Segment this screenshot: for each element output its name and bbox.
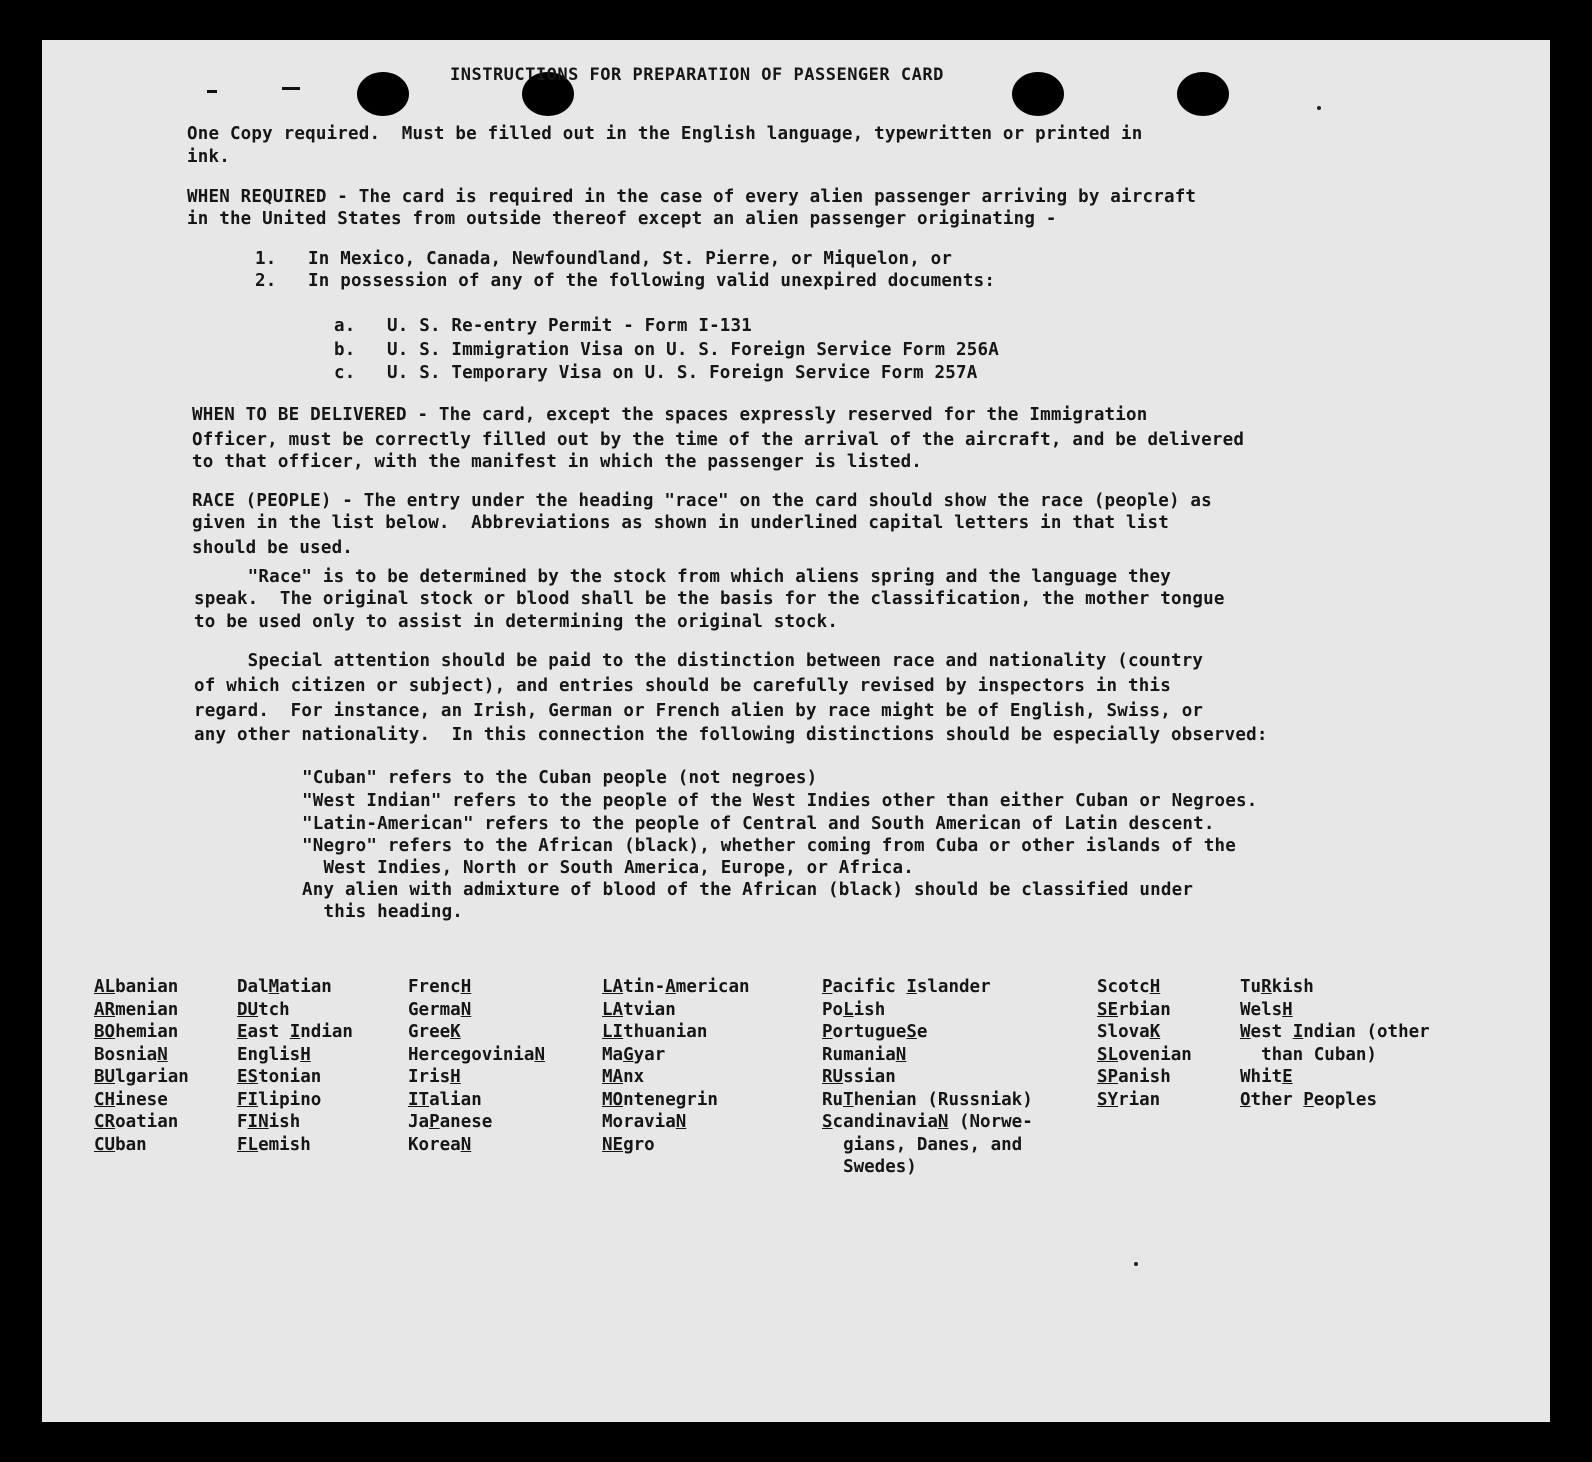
race-list-column	[1240, 976, 1430, 1111]
race-list-column	[822, 976, 1033, 1179]
race-abbreviation: H	[300, 1044, 311, 1065]
race-name-part: ast	[247, 1022, 290, 1042]
race-list-column	[94, 976, 189, 1156]
race-abbreviation: L	[843, 999, 854, 1020]
race-name-part: ndian (other	[1303, 1022, 1430, 1042]
race-abbreviation: N	[895, 1044, 907, 1065]
when-required-line: in the United States from outside thereof except an alien passenger originating -	[187, 209, 1057, 229]
race-name-part: ish	[268, 1112, 301, 1132]
intro-line: ink.	[187, 147, 230, 167]
race-entry	[822, 1021, 1033, 1044]
race-name-part: yar	[633, 1044, 666, 1065]
document-title: INSTRUCTIONS FOR PREPARATION OF PASSENGER CARD	[450, 65, 944, 85]
race-heading-line: given in the list below. Abbreviations as shown in underlined capital letters in that list	[192, 513, 1169, 533]
race-abbreviation: DU	[237, 999, 259, 1020]
race-entry	[1240, 1021, 1430, 1044]
race-abbreviation: R	[1261, 977, 1272, 997]
race-abbreviation: K	[1149, 1022, 1161, 1042]
race-list-column	[1097, 976, 1192, 1111]
intro-line: One Copy required. Must be filled out in the English language, typewritten or printed in	[187, 124, 1143, 144]
race-name-part: ssian	[843, 1067, 896, 1087]
race-entry	[822, 1111, 1033, 1134]
race-entry	[602, 999, 750, 1022]
special-attention-line: any other nationality. In this connection the following distinctions should be especially observed:	[194, 725, 1268, 745]
race-entry	[408, 1021, 545, 1044]
race-entry	[94, 1044, 189, 1067]
race-list-column	[237, 976, 353, 1156]
race-list-column	[408, 976, 545, 1156]
race-entry	[1240, 1066, 1430, 1089]
race-entry	[822, 1089, 1033, 1112]
race-abbreviation: RU	[822, 1067, 844, 1087]
punch-hole	[357, 72, 409, 116]
race-name-part: Swedes)	[822, 1157, 917, 1177]
race-name-part: Moravia	[602, 1112, 676, 1132]
race-name-part: thuanian	[623, 1022, 708, 1042]
race-abbreviation: E	[237, 1022, 248, 1042]
race-entry	[94, 999, 189, 1022]
race-abbreviation: N	[937, 1112, 949, 1132]
race-entry	[602, 1066, 750, 1089]
document-item: U. S. Temporary Visa on U. S. Foreign Service Form 257A	[387, 363, 978, 383]
race-name-part: atian	[279, 977, 332, 997]
race-name-part: lipino	[258, 1089, 322, 1110]
race-entry	[94, 1066, 189, 1089]
race-abbreviation: S	[906, 1022, 917, 1042]
race-entry	[408, 999, 545, 1022]
race-abbreviation: H	[460, 977, 472, 997]
race-name-part: rbian	[1118, 999, 1171, 1020]
race-name-part: Whit	[1240, 1067, 1283, 1087]
race-abbreviation: SY	[1097, 1089, 1119, 1110]
distinction-line: Any alien with admixture of blood of the African (black) should be classified under	[302, 880, 1194, 900]
race-abbreviation: CU	[94, 1134, 116, 1155]
race-abbreviation: P	[429, 1112, 440, 1132]
race-name-part: (Norwe-	[948, 1112, 1033, 1132]
race-abbreviation: W	[1240, 1022, 1251, 1042]
race-abbreviation: SE	[1097, 999, 1119, 1020]
race-entry	[237, 1044, 353, 1067]
race-entry	[822, 1134, 1033, 1157]
race-entry	[822, 1156, 1033, 1179]
race-abbreviation: ES	[237, 1067, 259, 1087]
race-name-part: inese	[115, 1089, 168, 1110]
race-abbreviation: S	[822, 1112, 833, 1132]
race-abbreviation: N	[534, 1044, 545, 1065]
race-name-part: ndian	[300, 1022, 353, 1042]
race-name-part: gro	[623, 1134, 655, 1155]
race-name-part: nx	[623, 1067, 645, 1087]
race-entry	[602, 1021, 750, 1044]
race-abbreviation: LA	[602, 977, 624, 997]
race-abbreviation: T	[843, 1089, 854, 1110]
race-abbreviation: P	[822, 1022, 833, 1042]
race-entry	[1097, 1066, 1192, 1089]
race-abbreviation: G	[623, 1044, 634, 1065]
race-entry	[1097, 976, 1192, 999]
race-name-part: F	[237, 1112, 248, 1132]
race-name-part: Korea	[408, 1134, 461, 1155]
race-name-part: henian (Russniak)	[853, 1089, 1033, 1110]
race-heading-line: should be used.	[192, 538, 354, 558]
race-abbreviation: I	[906, 977, 917, 997]
race-name-part: alian	[429, 1089, 482, 1110]
race-name-part: e	[916, 1022, 928, 1042]
race-entry	[408, 1134, 545, 1157]
document-letter: a.	[334, 316, 356, 336]
condition-number: 2.	[255, 271, 277, 291]
race-abbreviation: IT	[408, 1089, 430, 1110]
race-name-part: Dal	[237, 977, 269, 997]
race-abbreviation: H	[450, 1067, 461, 1087]
condition-text: In possession of any of the following valid unexpired documents:	[308, 271, 996, 291]
race-entry	[408, 976, 545, 999]
race-abbreviation: AR	[94, 999, 116, 1020]
race-entry	[237, 1066, 353, 1089]
condition-text: In Mexico, Canada, Newfoundland, St. Pierre, or Miquelon, or	[308, 249, 953, 269]
special-attention-line: regard. For instance, an Irish, German or French alien by race might be of English, Swiss, or	[194, 701, 1204, 721]
race-entry	[408, 1044, 545, 1067]
race-name-part: anish	[1118, 1067, 1171, 1087]
ink-mark	[207, 90, 217, 93]
race-name-part: tonian	[258, 1067, 322, 1087]
race-entry	[1240, 1044, 1430, 1067]
race-entry	[237, 1021, 353, 1044]
race-definition-line: to be used only to assist in determining the original stock.	[194, 612, 839, 632]
race-abbreviation: FL	[237, 1134, 259, 1155]
race-heading-line: RACE (PEOPLE) - The entry under the heading "race" on the card should show the race (people) as	[192, 491, 1212, 511]
race-abbreviation: IN	[247, 1112, 269, 1132]
ink-mark	[282, 87, 300, 90]
race-name-part: tin-	[623, 977, 666, 997]
race-abbreviation: MA	[602, 1067, 624, 1087]
race-definition-line: "Race" is to be determined by the stock from which aliens spring and the language they	[194, 567, 1171, 587]
race-name-part: Englis	[237, 1044, 301, 1065]
race-name-part: Scotc	[1097, 977, 1150, 997]
distinction-line: "West Indian" refers to the people of the West Indies other than either Cuban or Negroes.	[302, 791, 1258, 811]
race-name-part: Frenc	[408, 977, 461, 997]
race-abbreviation: BU	[94, 1067, 116, 1087]
race-entry	[94, 1134, 189, 1157]
race-name-part: hemian	[115, 1022, 179, 1042]
race-abbreviation: LI	[602, 1022, 624, 1042]
race-name-part: ban	[115, 1134, 147, 1155]
race-name-part: ther	[1250, 1089, 1304, 1110]
race-abbreviation: M	[268, 977, 280, 997]
race-abbreviation: N	[460, 1134, 472, 1155]
race-entry	[822, 999, 1033, 1022]
race-name-part: Rumania	[822, 1044, 896, 1065]
document-letter: b.	[334, 340, 356, 360]
race-name-part: Wels	[1240, 999, 1283, 1020]
race-abbreviation: H	[1282, 999, 1293, 1020]
race-name-part: Tu	[1240, 977, 1262, 997]
race-entry	[602, 1134, 750, 1157]
when-required-line: WHEN REQUIRED - The card is required in the case of every alien passenger arriving by aircraft	[187, 187, 1197, 207]
race-entry	[822, 1044, 1033, 1067]
race-name-part: ortugue	[832, 1022, 907, 1042]
race-abbreviation: K	[450, 1022, 461, 1042]
race-entry	[822, 976, 1033, 999]
race-name-part: tvian	[623, 999, 676, 1020]
race-abbreviation: NE	[602, 1134, 624, 1155]
race-entry	[1240, 999, 1430, 1022]
race-entry	[237, 1089, 353, 1112]
document-page	[42, 40, 1550, 1422]
race-name-part: anese	[439, 1112, 493, 1132]
race-list-column	[602, 976, 750, 1156]
race-name-part: banian	[115, 977, 179, 997]
distinction-line: "Latin-American" refers to the people of Central and South American of Latin descent.	[302, 814, 1215, 834]
race-name-part: menian	[115, 999, 179, 1020]
race-entry	[94, 1021, 189, 1044]
document-item: U. S. Re-entry Permit - Form I-131	[387, 316, 753, 336]
distinction-line: "Negro" refers to the African (black), whether coming from Cuba or other islands of the	[302, 836, 1237, 856]
race-name-part: Ma	[602, 1044, 624, 1065]
special-attention-line: Special attention should be paid to the distinction between race and nationality (country	[194, 651, 1204, 671]
race-abbreviation: I	[289, 1022, 301, 1042]
race-name-part: Germa	[408, 999, 461, 1020]
race-name-part: kish	[1271, 977, 1314, 997]
race-abbreviation: N	[675, 1112, 687, 1132]
condition-number: 1.	[255, 249, 277, 269]
punch-hole	[1177, 72, 1229, 116]
race-entry	[1097, 1021, 1192, 1044]
race-entry	[94, 1111, 189, 1134]
ink-mark	[1134, 1262, 1138, 1266]
race-entry	[408, 1089, 545, 1112]
race-entry	[822, 1066, 1033, 1089]
race-abbreviation: CR	[94, 1112, 116, 1132]
race-entry	[602, 1089, 750, 1112]
race-name-part: than Cuban)	[1240, 1044, 1377, 1065]
race-name-part: eoples	[1313, 1089, 1377, 1110]
race-entry	[1097, 999, 1192, 1022]
race-abbreviation: CH	[94, 1089, 116, 1110]
race-abbreviation: P	[1303, 1089, 1314, 1110]
race-abbreviation: FI	[237, 1089, 259, 1110]
race-name-part: Ru	[822, 1089, 844, 1110]
race-name-part: Po	[822, 999, 844, 1020]
race-definition-line: speak. The original stock or blood shall be the basis for the classification, the mother tongue	[194, 589, 1225, 609]
race-name-part: Ja	[408, 1112, 430, 1132]
race-entry	[94, 1089, 189, 1112]
race-entry	[1240, 976, 1430, 999]
distinction-line: "Cuban" refers to the Cuban people (not negroes)	[302, 768, 818, 788]
race-name-part: acific	[832, 977, 907, 997]
race-name-part: ish	[853, 999, 886, 1020]
race-abbreviation: SP	[1097, 1067, 1119, 1087]
race-name-part: Iris	[408, 1067, 451, 1087]
race-entry	[408, 1066, 545, 1089]
race-name-part: Bosnia	[94, 1044, 158, 1065]
special-attention-line: of which citizen or subject), and entries should be carefully revised by inspectors in this	[194, 676, 1171, 696]
race-name-part: slander	[916, 977, 991, 997]
distinction-line: this heading.	[302, 902, 464, 922]
race-abbreviation: P	[822, 977, 833, 997]
race-entry	[94, 976, 189, 999]
race-abbreviation: N	[157, 1044, 168, 1065]
race-abbreviation: SL	[1097, 1044, 1119, 1065]
document-letter: c.	[334, 363, 356, 383]
race-abbreviation: E	[1282, 1067, 1293, 1087]
race-abbreviation: MO	[602, 1089, 624, 1110]
race-entry	[237, 1134, 353, 1157]
race-entry	[602, 1111, 750, 1134]
when-delivered-line: Officer, must be correctly filled out by the time of the arrival of the aircraft, and be delivered	[192, 430, 1245, 450]
distinction-line: West Indies, North or South America, Europe, or Africa.	[302, 858, 914, 878]
race-name-part: Slova	[1097, 1022, 1150, 1042]
race-entry	[1097, 1044, 1192, 1067]
race-entry	[1240, 1089, 1430, 1112]
race-name-part: Gree	[408, 1022, 451, 1042]
race-name-part: Hercegovinia	[408, 1044, 535, 1065]
race-name-part: lgarian	[115, 1067, 189, 1087]
race-abbreviation: H	[1149, 977, 1161, 997]
race-entry	[1097, 1089, 1192, 1112]
race-name-part: est	[1250, 1022, 1293, 1042]
race-name-part: merican	[675, 977, 750, 997]
race-name-part: oatian	[115, 1112, 179, 1132]
race-name-part: rian	[1118, 1089, 1161, 1110]
race-abbreviation: N	[460, 999, 472, 1020]
race-abbreviation: A	[665, 977, 676, 997]
race-name-part: gians, Danes, and	[822, 1134, 1023, 1155]
race-abbreviation: I	[1292, 1022, 1304, 1042]
race-entry	[237, 976, 353, 999]
race-abbreviation: O	[1240, 1089, 1251, 1110]
race-entry	[408, 1111, 545, 1134]
race-abbreviation: BO	[94, 1022, 116, 1042]
race-entry	[237, 999, 353, 1022]
race-entry	[602, 976, 750, 999]
race-name-part: tch	[258, 999, 290, 1020]
when-delivered-line: WHEN TO BE DELIVERED - The card, except the spaces expressly reserved for the Immigration	[192, 405, 1148, 425]
when-delivered-line: to that officer, with the manifest in which the passenger is listed.	[192, 452, 923, 472]
race-entry	[602, 1044, 750, 1067]
race-name-part: emish	[258, 1134, 311, 1155]
race-name-part: ntenegrin	[623, 1089, 718, 1110]
race-abbreviation: AL	[94, 977, 116, 997]
race-name-part: ovenian	[1118, 1044, 1192, 1065]
race-abbreviation: LA	[602, 999, 624, 1020]
document-item: U. S. Immigration Visa on U. S. Foreign Service Form 256A	[387, 340, 999, 360]
punch-hole	[1012, 72, 1064, 116]
race-entry	[237, 1111, 353, 1134]
ink-mark	[1317, 106, 1321, 110]
race-name-part: candinavia	[832, 1112, 938, 1132]
